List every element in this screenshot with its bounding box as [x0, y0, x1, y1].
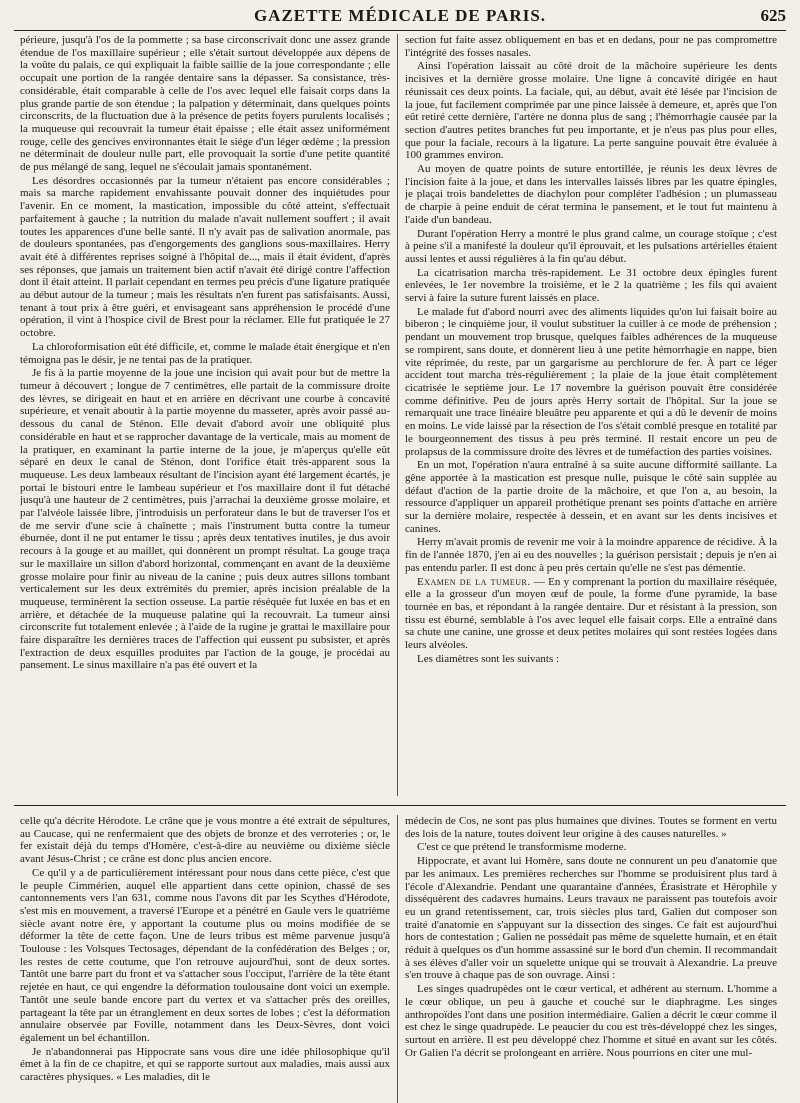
paragraph: Au moyen de quatre points de suture entortillée, je réunis les deux lèvres de l'incision faite à la joue, et dans les intervalles laissés libres par les quatre épingles, je plaçai trois bandelettes de diachylon pour compléter l'adhésion ; un plumasseau de charpie à peine enduit de cérat termina le pansement, et le tout fut maintenu à l'aide d'un bandeau.	[405, 163, 777, 226]
paragraph: Le malade fut d'abord nourri avec des aliments liquides qu'on lui faisait boire au biberon ; le cinquième jour, il voulut substituer la cuiller à ce mode de préhension ; pendant un mouvement trop brusque, quelques faibles adhérences de la muqueuse se rompirent, sans doute, et donnèrent lieu à une petite hémorrhagie en nappe, bien vite réprimée, du reste, par un gargarisme au perchlorure de fer. À part ce léger accident tout marcha très-régulièrement ; la plaie de la joue était complètement cicatrisée le septième jour. Le 17 novembre la guérison pouvait être considérée comme définitive. Peu de jours après Herry sortait de l'hôpital. Sur la joue se remarquait une trace linéaire bleuâtre peu apparente et qui a dû le devenir de moins en moins. Le vide laissé par la résection de l'os s'était comblé presque en totalité par le bourgeonnement des tissus à peu près terminé. Il restait encore un peu de prolapsus de la commissure droite des lèvres et de tuméfaction des parties voisines.	[405, 305, 777, 458]
paragraph: section fut faite assez obliquement en bas et en dedans, pour ne pas compromettre l'intégrité des fosses nasales.	[405, 34, 777, 59]
paragraph: Je n'abandonnerai pas Hippocrate sans vous dire une idée philosophique qu'il émet à la fin de ce chapitre, et qui se rapporte surtout aux maladies, mais aussi aux caractères physiques. « Les maladies, dit le	[20, 1045, 390, 1084]
bottom-right-column	[405, 815, 777, 1103]
paragraph: périeure, jusqu'à l'os de la pommette ; sa base circonscrivait donc une assez grande étendue de l'os maxillaire supérieur ; elle s'était surtout développée aux dépens de la voûte du palais, ce qui expliquait la faible saillie de la joue correspondante ; elle occupait une portion de la rangée dentaire sans la dépasser. Sa consistance, très-considérable, était comparable à celle de l'os avec lequel elle faisait corps dans la plus grande partie de son étendue ; la palpation y déterminait, dans quelques points circonscrits, de la fluctuation due à la présence de petits foyers purulents localisés ; la muqueuse qui recouvrait la tumeur était épaisse ; elle était assez uniformément rouge, celle des gencives environnantes était le siége d'un léger œdème ; la pression ne déterminait de douleur nulle part, elle provoquait la sortie d'une petite quantité de pus mélangé de sang, lequel ne s'écoulait jamais spontanément.	[20, 34, 390, 174]
paragraph: Hippocrate, et avant lui Homère, sans doute ne connurent un peu d'anatomie que par les animaux. Les premières recherches sur l'homme se produisirent plus tard à l'école d'Alexandrie. Pendant une quarantaine d'années, Érasistrate et Hérophile y disséquèrent des cadavres humains. Leurs travaux ne paraissent pas toutefois avoir eu un grand retentissement, car, trois siècles plus tard, Galien dut composer son traité d'anatomie en s'appuyant sur la dissection des singes. Ce fait est aujourd'hui hors de contestation ; Galien ne possédait pas même de squelette humain, et en était réduit à quelques os d'un homme assassiné sur le bord d'un chemin. Il recommandait à ses élèves d'aller voir un squelette unique qui se trouvait à Alexandrie. La preuve s'en trouve à chaque pas de son ouvrage. Ainsi :	[405, 855, 777, 982]
column-divider-bottom	[397, 815, 398, 1103]
exam-text: — En y comprenant la portion du maxillaire réséquée, elle a la grosseur d'un moyen œuf de poule, la forme d'une pyramide, la base tournée en bas, et répondant à la rangée dentaire. Dur et résistant à la pression, son tissu est éburné, semblable à l'os avec lequel elle faisait corps. Elle a entraîné dans sa chute une canine, une grosse et deux petites molaires qui sont restées logées dans leurs alvéoles.	[405, 575, 777, 652]
paragraph: C'est ce que prétend le transformisme moderne.	[417, 841, 627, 854]
paragraph: celle qu'a décrite Hérodote. Le crâne que je vous montre a été extrait de sépultures, au Caucase, qui ne renfermaient que des objets de bronze et des verroteries ; or, le fer existait déjà du temps d'Homère, c'est-à-dire au neuvième ou dixième siècle avant Jésus-Christ ; ce crâne est donc plus ancien encore.	[20, 815, 390, 866]
column-divider-top	[397, 34, 398, 796]
paragraph: Ainsi l'opération laissait au côté droit de la mâchoire supérieure les dents incisives et la dernière grosse molaire. Une ligne à concavité dirigée en haut réunissait ces deux points. La faciale, qui, au début, avait été lésée par l'incision de la joue, fut facilement comprimée par une pince laissée à demeure, et, après que l'on eût retiré cette dernière, l'artère ne donna plus de sang ; l'hémorrhagie causée par la section d'autres petites branches fut peu importante, et je n'eus pas plus pour elles, que pour la faciale, recours à la ligature. La perte sanguine pouvait être évaluée à 100 grammes environ.	[405, 60, 777, 162]
paragraph: Durant l'opération Herry a montré le plus grand calme, un courage stoïque ; c'est à peine s'il a manifesté la douleur qu'il éprouvait, et les pulsations artérielles étaient aussi lentes et aussi régulières à la fin qu'au début.	[405, 227, 777, 265]
paragraph: La chloroformisation eût été difficile, et, comme le malade était énergique et n'en témoigna pas le désir, je ne tentai pas de la pratiquer.	[20, 340, 390, 366]
page-number: 625	[760, 6, 786, 25]
exam-paragraph	[405, 576, 777, 652]
page-header	[14, 2, 786, 31]
journal-title: GAZETTE MÉDICALE DE PARIS.	[253, 6, 547, 25]
paragraph: Je fis à la partie moyenne de la joue une incision qui avait pour but de mettre la tumeur à découvert ; longue de 7 centimètres, elle partait de la commissure droite des lèvres, se dirigeait en haut et en arrière en décrivant une courbe à concavité supérieure, et venait aboutir à la partie moyenne du masseter, après avoir passé au-dessous du canal de Sténon. Elle devait d'abord avoir une obliquité plus considérable en haut et se rapprocher davantage de la verticale, mais au moment de la pratiquer, en examinant la partie interne de la joue, je m'aperçus qu'elle eût séparé en deux le canal de Sténon, dont l'orifice était très-apparent sous la muqueuse. Les deux lambeaux résultant de l'incision ayant été largement écartés, je portai le bistouri entre le lambeau supérieur et l'os maxillaire dont il fut détaché jusqu'à une hauteur de 2 centimètres, puis j'arrachai la deuxième grosse molaire, et par l'alvéole laissée libre, j'introduisis un perforateur dans le but de traverser l'os et de me servir d'une scie à chaînette ; mais l'instrument butta contre la tumeur éburnée, dont il ne put entamer le tissu ; après deux tentatives inutiles, je dus avoir recours à la gouge et au maillet, qui donnèrent un prompt résultat. La gouge traça sur le maxillaire un sillon d'abord horizontal, commençant en avant de la deuxième grosse molaire pour finir au niveau de la canine ; puis deux autres sillons tombant verticalement sur les deux extrémités du premier, après incision préalable de la muqueuse, terminèrent la section osseuse. La partie réséquée fut luxée en bas et en arrière, et détachée de la muqueuse palatine qui la recouvrait. La tumeur ainsi circonscrite fut totalement enlevée ; à l'aide de la rugine je grattai le maxillaire pour faire disparaître les dernières traces de l'affection qui eussent pu subsister, et après l'extraction de deux esquilles produites par l'action de la gouge, je procédai au pansement. Le sinus maxillaire n'a pas été ouvert et la	[20, 367, 390, 672]
paragraph: Les singes quadrupèdes ont le cœur vertical, et adhérent au sternum. L'homme a le cœur oblique, un peu à gauche et couché sur le diaphragme. Les singes anthropoïdes l'ont dans une position intermédiaire. Galien a décrit le cœur comme il est chez le singe quadrupède. Le peaucier du cou est très-développé chez les singes, surtout en arrière. Il est peu développé chez l'homme et situé en avant sur les côtés. Or Galien l'a décrit se prolongeant en arrière. Nous pourrions en citer une mul-	[405, 983, 777, 1059]
paragraph: médecin de Cos, ne sont pas plus humaines que divines. Toutes se forment en vertu des lois de la nature, toutes doivent leur origine à des causes naturelles. »	[405, 815, 777, 840]
bottom-left-column	[20, 815, 390, 1103]
exam-heading: Examen de la tumeur.	[417, 575, 531, 588]
paragraph: Herry m'avait promis de revenir me voir à la moindre apparence de récidive. À la fin de l'année 1870, j'en ai eu des nouvelles ; la guérison persistait ; depuis je n'en ai pas entendu parler. Il est donc à peu près certain qu'elle ne s'est pas démentie.	[405, 536, 777, 574]
paragraph: Ce qu'il y a de particulièrement intéressant pour nous dans cette pièce, c'est que le peuple Cimmérien, auquel elle appartient dans cette opinion, chassé de ses cantonnements vers l'an 631, comme nous l'avons dit par les Scythes d'Hérodote, s'est mis en mouvement, a traversé l'Europe et a pénétré en Gaule vers le quatrième siècle avant notre ère, y apportant la coutume plus ou moins modifiée de se déformer la tête de cette façon. Une de leurs tribus est même parvenue jusqu'à Toulouse : les Volsques Tectosages, dépendant de la confédération des Belges ; or, les restes de cette coutume, que l'on retrouve aujourd'hui, sont de deux sortes. Tantôt une barre part du front et va s'attacher sous l'occiput, l'arrière de la tête étant rejetée en haut, ce qui engendre la déformation toulousaine dont voici un exemple. Tantôt une seule bande encore part du vertex et va s'attacher près des oreilles, partageant la tête par un étranglement en deux sortes de lobes ; c'est la déformation annulaire observée par Foville, notamment dans les Deux-Sèvres, dont voici également un bel échantillon.	[20, 866, 390, 1044]
section-divider	[14, 805, 786, 806]
paragraph: En un mot, l'opération n'aura entraîné à sa suite aucune difformité saillante. La gêne apportée à la mastication est presque nulle, puisque le côté sain supplée au défaut d'action de la partie droite de la mâchoire, et que l'on a, au besoin, la ressource d'appliquer un appareil prothétique prenant ses points d'attache en arrière sur la dernière molaire, respectée à dessein, et en avant sur les dents incisives et canines.	[405, 459, 777, 535]
paragraph: Les diamètres sont les suivants :	[417, 652, 560, 665]
top-right-column	[405, 34, 777, 796]
paragraph: Les désordres occasionnés par la tumeur n'étaient pas encore considérables ; mais sa marche rapidement envahissante pouvait donner des inquiétudes pour l'avenir. En ce moment, la mastication, impossible du côté atteint, s'effectuait parfaitement à gauche ; la nutrition du malade n'avait nullement souffert ; il avait toutes les apparences d'une belle santé. Il n'y avait pas de salivation anormale, pas de douleurs spontanées, pas d'engorgements des ganglions sous-maxillaires. Herry avait été à différentes reprises soigné à l'hôpital de..., mais il était évident, d'après ses réponses, que jamais un traitement bien actif n'avait été dirigé contre l'affection dont il était atteint. Il parlait cependant en termes peu précis d'une ligature pratiquée au début autour de la tumeur ; mais les résultats n'en furent pas satisfaisants. Aussi, tenant à tout prix à être guéri, et envisageant sans appréhension le procédé d'une opération, il vint à l'hospice civil de Brest pour la réclamer. Elle fut pratiquée le 27 octobre.	[20, 174, 390, 340]
paragraph: La cicatrisation marcha très-rapidement. Le 31 octobre deux épingles furent enlevées, le 1er novembre la troisième, et le 2 la quatrième ; les fils qui avaient servi à faire la suture furent laissés en place.	[405, 266, 777, 305]
top-left-column	[20, 34, 390, 796]
